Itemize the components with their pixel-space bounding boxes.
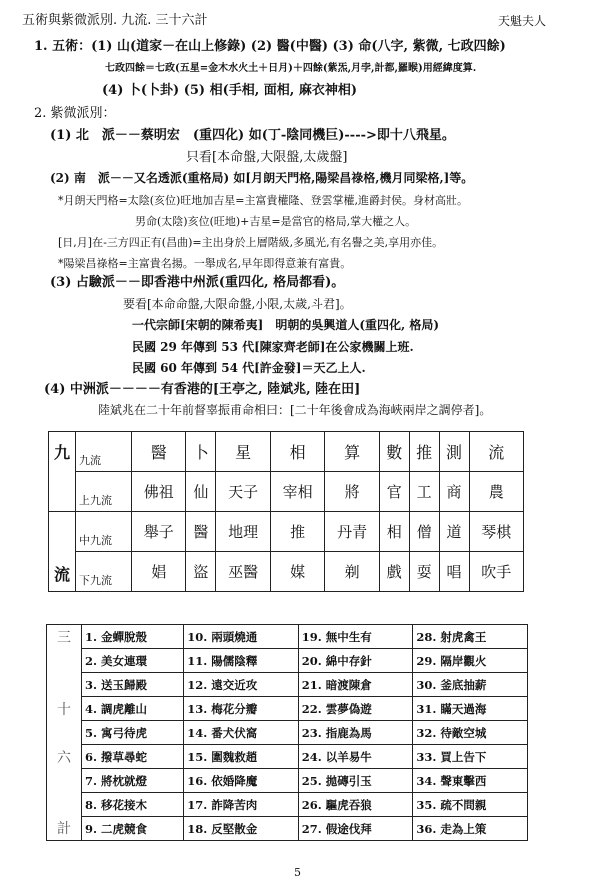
strategy-cell: 30. 釜底抽薪 [413,673,528,697]
nine-cell: 工 [409,472,439,512]
page-number: 5 [294,866,301,879]
strategies-side-blank [47,793,82,817]
strategy-cell: 27. 假途伐拜 [298,817,413,841]
nine-cell: 剃 [325,552,379,592]
nine-cell: 僧 [409,512,439,552]
strategy-cell: 23. 指鹿為馬 [298,721,413,745]
strategy-cell: 21. 暗渡陳倉 [298,673,413,697]
strategies-side-blank [47,721,82,745]
nine-streams-table [48,431,524,592]
strategy-cell: 35. 疏不問親 [413,793,528,817]
moon-gate-male-note: 男命(太陰)亥位(旺地)+吉星=是當官的格局,掌大權之人。 [135,215,417,228]
nine-header-cell: 卜 [186,432,216,472]
nine-header-cell: 測 [439,432,469,472]
south-school-line: (2) 南 派－－又名透派(重格局) 如[月朗天門格,陽梁昌祿格,機月同梁格,]等。 [50,171,474,185]
strategy-cell: 15. 圍魏救趙 [184,745,299,769]
lineage-1971-line: 民國 60 年傳到 54 代[許金發]＝天乙上人. [132,361,366,375]
strategy-cell: 17. 詐降苦肉 [184,793,299,817]
nine-cell: 農 [469,472,524,512]
nine-row-label: 上九流 [76,472,132,512]
lu-binzhao-note: 陸斌兆在二十年前督辜振甫命相曰：[二十年後會成為海峽兩岸之調停者]。 [98,403,492,417]
thirty-six-strategies-table [46,624,528,841]
five-arts-line: 1. 五術：(1) 山(道家－在山上修錄) (2) 醫(中醫) (3) 命(八字, 紫微, 七政四餘) [34,39,506,54]
nine-cell: 將 [325,472,379,512]
strategy-cell: 12. 遠交近攻 [184,673,299,697]
nine-header-cell: 流 [469,432,524,472]
strategy-cell: 11. 陽儒陰釋 [184,649,299,673]
nine-cell: 吹手 [469,552,524,592]
zhongzhou-school-line: (4) 中洲派－－－－有香港的[王亭之, 陸斌兆, 陸在田] [44,382,361,397]
strategy-cell: 9. 二虎競食 [82,817,184,841]
nine-cell: 仙 [186,472,216,512]
ziwei-schools-heading: 2. 紫微派別： [34,106,116,121]
strategies-side-blank [47,649,82,673]
yang-liang-note: *陽梁昌祿格=主富貴名揚。一舉成名,早年即得意兼有富貴。 [58,257,352,270]
nine-cell: 耍 [409,552,439,592]
nine-header-cell: 星 [216,432,270,472]
strategy-cell: 16. 依婚降魔 [184,769,299,793]
strategy-cell: 22. 雲夢偽遊 [298,697,413,721]
north-school-note: 只看[本命盤,大限盤,太歲盤] [186,150,348,165]
strategies-side-char: 三 [47,625,82,649]
nine-cell: 丹青 [325,512,379,552]
strategies-side-char: 十 [47,697,82,721]
master-lineage-line: 一代宗師[宋朝的陳希夷] 明朝的吳興道人(重四化, 格局) [132,318,440,332]
strategy-cell: 3. 送玉歸殿 [82,673,184,697]
five-arts-line-2: (4) 卜(卜卦) (5) 相(手相, 面相, 麻衣神相) [102,83,357,98]
strategy-cell: 24. 以羊易牛 [298,745,413,769]
strategy-cell: 28. 射虎禽王 [413,625,528,649]
nine-cell: 唱 [439,552,469,592]
strategy-cell: 32. 待敵空城 [413,721,528,745]
divination-school-note: 要看[本命命盤,大限命盤,小限,太歲,斗君]。 [123,297,352,311]
nine-cell: 商 [439,472,469,512]
nine-row-label: 中九流 [76,512,132,552]
strategy-cell: 18. 反堅散金 [184,817,299,841]
nine-cell: 盜 [186,552,216,592]
strategy-cell: 1. 金蟬脫殼 [82,625,184,649]
strategy-cell: 2. 美女連環 [82,649,184,673]
strategy-cell: 36. 走為上策 [413,817,528,841]
strategy-cell: 34. 聲東擊西 [413,769,528,793]
nine-side-bottom: 流 [49,512,76,592]
nine-cell: 媒 [270,552,324,592]
strategies-side-char: 計 [47,817,82,841]
nine-cell: 佛祖 [132,472,186,512]
nine-header-cell: 算 [325,432,379,472]
strategies-side-blank [47,769,82,793]
strategy-cell: 25. 拋磚引玉 [298,769,413,793]
strategy-cell: 31. 瞞天過海 [413,697,528,721]
nine-cell: 道 [439,512,469,552]
nine-header-cell: 數 [379,432,409,472]
strategy-cell: 19. 無中生有 [298,625,413,649]
seven-govern-note: 七政四餘＝七政(五星=金木水火土＋日月)＋四餘(紫炁,月孛,計都,羅睺)用經緯度算. [105,63,477,74]
nine-cell: 推 [270,512,324,552]
strategy-cell: 4. 調虎離山 [82,697,184,721]
strategy-cell: 6. 撥草尋蛇 [82,745,184,769]
strategy-cell: 5. 寓弓待虎 [82,721,184,745]
nine-header-cell: 推 [409,432,439,472]
nine-side-top: 九 [49,432,76,512]
strategy-cell: 33. 買上告下 [413,745,528,769]
nine-header-cell: 相 [270,432,324,472]
strategies-side-char: 六 [47,745,82,769]
strategy-cell: 20. 綿中存針 [298,649,413,673]
nine-cell: 娼 [132,552,186,592]
lineage-1940-line: 民國 29 年傳到 53 代[陳家齊老師]在公家機關上班. [132,340,414,354]
nine-cell: 琴棋 [469,512,524,552]
nine-cell: 醫 [186,512,216,552]
strategy-cell: 26. 驅虎吞狼 [298,793,413,817]
strategies-side-blank [47,673,82,697]
north-school-line: (1) 北 派－－蔡明宏 (重四化) 如(丁-陰同機巨)---->即十八飛星。 [50,128,455,143]
nine-cell: 官 [379,472,409,512]
author-name: 天魁夫人 [498,14,547,28]
nine-cell: 舉子 [132,512,186,552]
nine-cell: 相 [379,512,409,552]
nine-cell: 戲 [379,552,409,592]
strategy-cell: 29. 隔岸觀火 [413,649,528,673]
nine-cell: 宰相 [270,472,324,512]
nine-cell: 天子 [216,472,270,512]
moon-gate-note: *月朗天門格=太陰(亥位)旺地加吉星=主富貴權隆、登雲掌權,進爵封侯。身材高壯。 [58,194,469,207]
page-title: 五術與紫微派別. 九流. 三十六計 [22,13,208,28]
strategy-cell: 13. 梅花分瓣 [184,697,299,721]
nine-header-cell: 醫 [132,432,186,472]
nine-header-label: 九流 [76,432,132,472]
strategy-cell: 7. 將枕就燈 [82,769,184,793]
strategy-cell: 8. 移花接木 [82,793,184,817]
strategy-cell: 14. 番犬伏窩 [184,721,299,745]
divination-school-line: (3) 占驗派－－即香港中州派(重四化, 格局都看)。 [50,275,345,290]
strategy-cell: 10. 兩頭燒通 [184,625,299,649]
sun-moon-note: [日,月]在-三方四正有(昌曲)=主出身於上層階級,多風光,有名譽之美,享用亦佳。 [58,236,444,249]
nine-cell: 地理 [216,512,270,552]
nine-cell: 巫醫 [216,552,270,592]
nine-row-label: 下九流 [76,552,132,592]
